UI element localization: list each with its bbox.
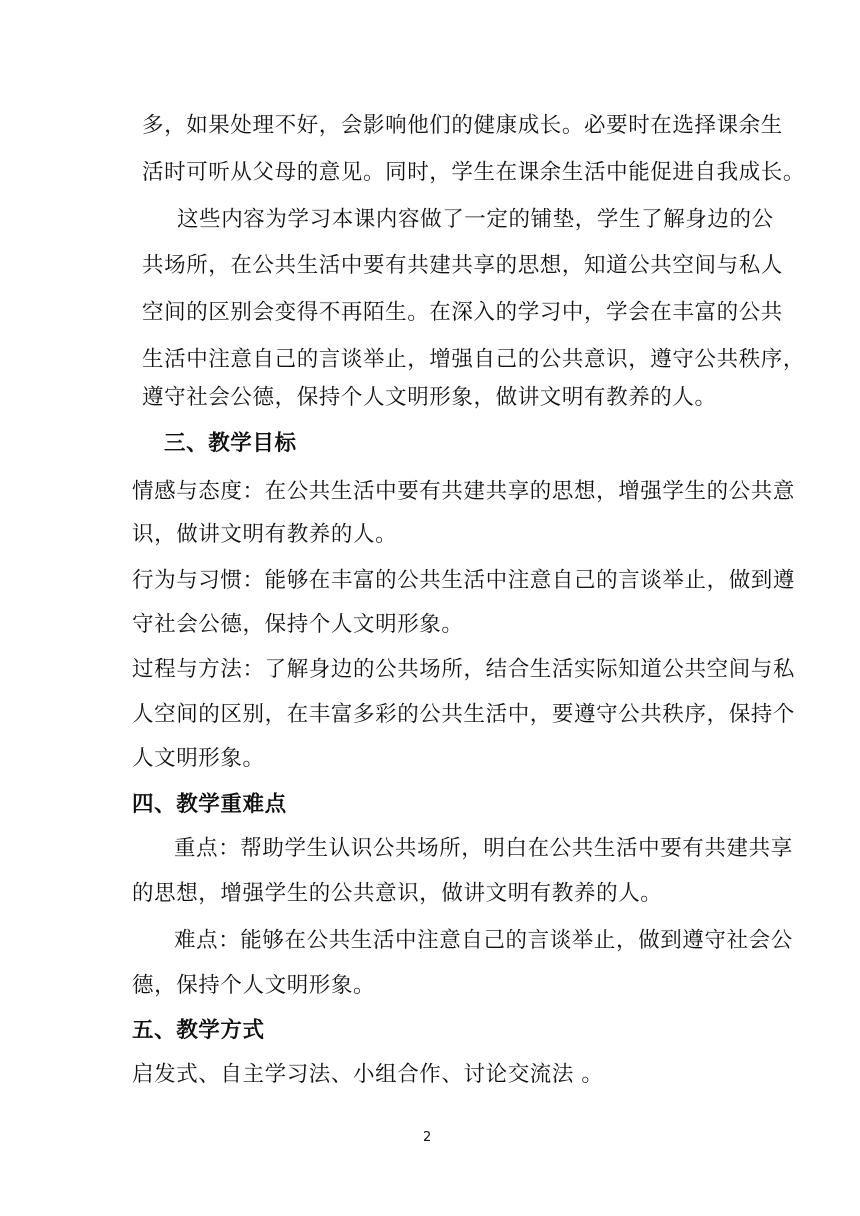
paragraph-line: 活时可听从父母的意见。同时，学生在课余生活中能促进自我成长。 xyxy=(142,160,806,185)
paragraph-line: 共场所，在公共生活中要有共建共享的思想，知道公共空间与私人 xyxy=(142,253,783,278)
paragraph-line: 遵守社会公德，保持个人文明形象，做讲文明有教养的人。 xyxy=(142,385,717,410)
paragraph-line: 空间的区别会变得不再陌生。在深入的学习中，学会在丰富的公共 xyxy=(142,300,783,325)
paragraph-line: 多，如果处理不好，会影响他们的健康成长。必要时在选择课余生 xyxy=(142,113,783,138)
paragraph-line: 行为与习惯：能够在丰富的公共生活中注意自己的言谈举止，做到遵 xyxy=(132,568,796,593)
paragraph-line: 德，保持个人文明形象。 xyxy=(132,973,376,998)
paragraph-line: 的思想，增强学生的公共意识，做讲文明有教养的人。 xyxy=(132,881,663,906)
paragraph-line: 这些内容为学习本课内容做了一定的铺垫，学生了解身边的公 xyxy=(177,207,774,232)
paragraph-line: 人文明形象。 xyxy=(132,746,265,771)
section-heading: 四、教学重难点 xyxy=(132,792,287,817)
paragraph-line: 情感与态度：在公共生活中要有共建共享的思想，增强学生的公共意 xyxy=(132,479,796,504)
paragraph-line: 重点：帮助学生认识公共场所，明白在公共生活中要有共建共享 xyxy=(174,836,793,861)
paragraph-line: 人空间的区别，在丰富多彩的公共生活中，要遵守公共秩序，保持个 xyxy=(132,702,796,727)
section-heading: 三、教学目标 xyxy=(164,431,297,456)
paragraph-line: 启发式、自主学习法、小组合作、讨论交流法 。 xyxy=(132,1062,604,1087)
paragraph-line: 识，做讲文明有教养的人。 xyxy=(132,522,398,547)
paragraph-line: 守社会公德，保持个人文明形象。 xyxy=(132,612,464,637)
paragraph-line: 难点：能够在公共生活中注意自己的言谈举止，做到遵守社会公 xyxy=(174,928,793,953)
paragraph-line: 生活中注意自己的言谈举止，增强自己的公共意识，遵守公共秩序， xyxy=(142,347,806,372)
page-number: 2 xyxy=(423,1130,432,1145)
section-heading: 五、教学方式 xyxy=(132,1018,265,1043)
paragraph-line: 过程与方法：了解身边的公共场所，结合生活实际知道公共空间与私 xyxy=(132,657,796,682)
